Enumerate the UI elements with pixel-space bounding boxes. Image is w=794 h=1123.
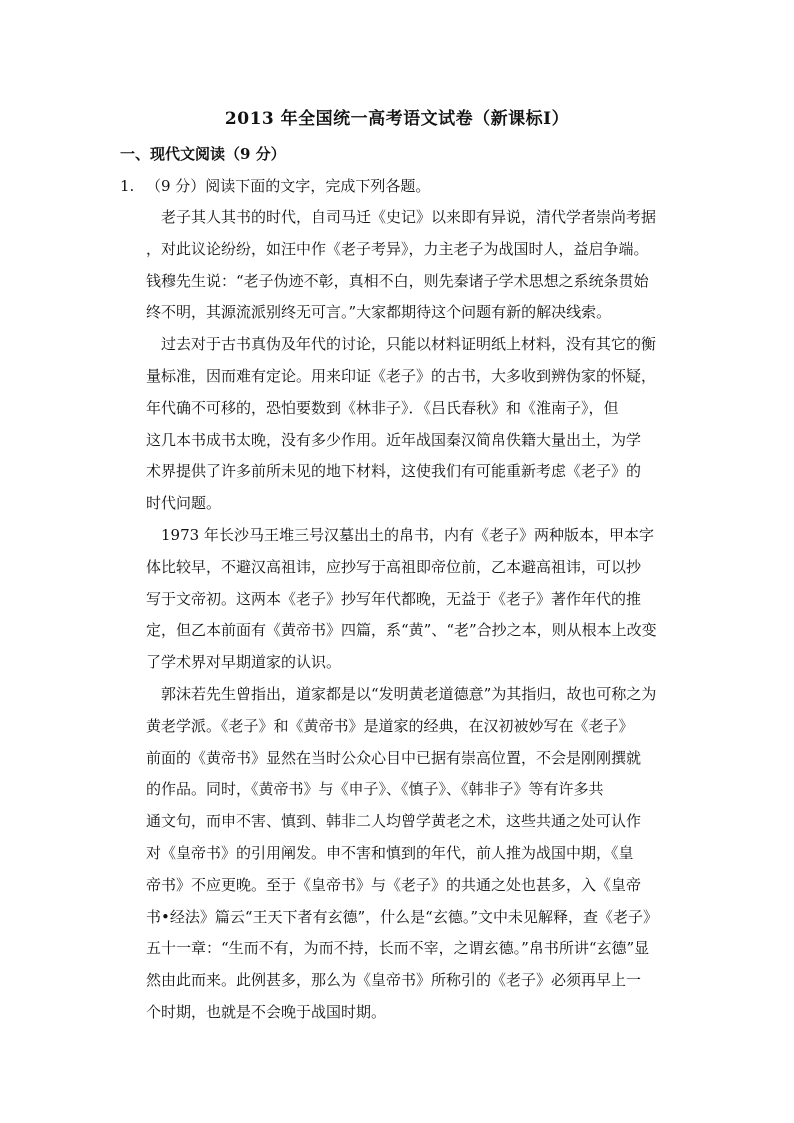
passage-line: 帝书》不应更晚。至于《皇帝书》与《老子》的共通之处也甚多，入《皇帝 bbox=[146, 875, 642, 894]
passage-line: 老子其人其书的时代，自司马迁《史记》以来即有异说，清代学者崇尚考据 bbox=[146, 208, 657, 226]
passage-line: 前面的《黄帝书》显然在当时公众心目中已据有崇高位置，不会是刚刚撰就 bbox=[146, 748, 642, 767]
passage-line: 过去对于古书真伪及年代的讨论，只能以材料证明纸上材料，没有其它的衡 bbox=[146, 335, 657, 354]
passage-line: 郭沫若先生曾指出，道家都是以“发明黄老道德意”为其指归，故也可称之为 bbox=[146, 684, 657, 703]
passage-paragraph bbox=[146, 202, 674, 329]
passage-line: 时代问题。 bbox=[146, 494, 222, 513]
passage-line: 写于文帝初。这两本《老子》抄写年代都晚，无益于《老子》著作年代的推 bbox=[146, 589, 642, 608]
passage-line: 个时期，也就是不会晚于战国时期。 bbox=[146, 1002, 387, 1021]
reading-passage bbox=[146, 202, 674, 1029]
passage-line: 术界提供了许多前所未见的地下材料，这使我们有可能重新考虑《老子》的 bbox=[146, 462, 642, 481]
passage-line: 钱穆先生说：“老子伪迹不彰，真相不白，则先秦诸子学术思想之系统条贯始 bbox=[146, 271, 649, 290]
passage-line: 书•经法》篇云“王天下者有玄德”，什么是“玄德。”文中未见解释，查《老子》 bbox=[146, 907, 659, 926]
passage-line: 五十一章：“生而不有，为而不持，长而不宰，之谓玄德。”帛书所讲“玄德”显 bbox=[146, 939, 650, 958]
passage-line: 黄老学派。《老子》和《黄帝书》是道家的经典，在汉初被妙写在《老子》 bbox=[146, 716, 634, 735]
passage-paragraph bbox=[146, 329, 674, 520]
passage-line: 的作品。同时，《黄帝书》与《申子》、《慎子》、《韩非子》等有许多共 bbox=[146, 780, 604, 799]
question-prompt: （9 分）阅读下面的文字，完成下列各题。 bbox=[146, 177, 431, 195]
passage-line: 定，但乙本前面有《黄帝书》四篇，系“黄”、“老”合抄之本，则从根本上改变 bbox=[146, 621, 657, 640]
question-line bbox=[120, 175, 430, 196]
passage-line: 体比较早，不避汉高祖讳，应抄写于高祖即帝位前，乙本避高祖讳，可以抄 bbox=[146, 557, 642, 576]
passage-line: ，对此议论纷纷，如汪中作《老子考异》，力主老子为战国时人，益启争端。 bbox=[146, 239, 649, 258]
passage-line: 这几本书成书太晚，没有多少作用。近年战国秦汉简帛佚籍大量出土，为学 bbox=[146, 430, 642, 449]
passage-line: 年代确不可移的，恐怕要数到《林非子》．《吕氏春秋》和《淮南子》，但 bbox=[146, 398, 619, 417]
passage-paragraph bbox=[146, 679, 674, 1029]
passage-paragraph bbox=[146, 520, 674, 679]
question-number: 1. bbox=[120, 177, 135, 195]
section-heading: 一、现代文阅读（9 分） bbox=[120, 145, 286, 163]
passage-line: 通文句，而申不害、慎到、韩非二人均曾学黄老之术，这些共通之处可认作 bbox=[146, 812, 642, 831]
passage-line: 了学术界对早期道家的认识。 bbox=[146, 653, 342, 672]
passage-line: 然由此而来。此例甚多，那么为《皇帝书》所称引的《老子》必须再早上一 bbox=[146, 971, 642, 990]
passage-line: 量标准，因而难有定论。用来印证《老子》的古书，大多收到辨伪家的怀疑， bbox=[146, 366, 657, 385]
passage-line: 1973 年长沙马王堆三号汉墓出土的帛书，内有《老子》两种版本，甲本字 bbox=[146, 525, 654, 544]
passage-line: 对《皇帝书》的引用阐发。申不害和慎到的年代，前人推为战国中期，《皇 bbox=[146, 843, 634, 862]
exam-title: 2013 年全国统一高考语文试卷（新课标Ⅰ） bbox=[224, 109, 570, 129]
passage-line: 终不明，其源流派别终无可言。”大家都期待这个问题有新的解决线索。 bbox=[146, 303, 612, 322]
